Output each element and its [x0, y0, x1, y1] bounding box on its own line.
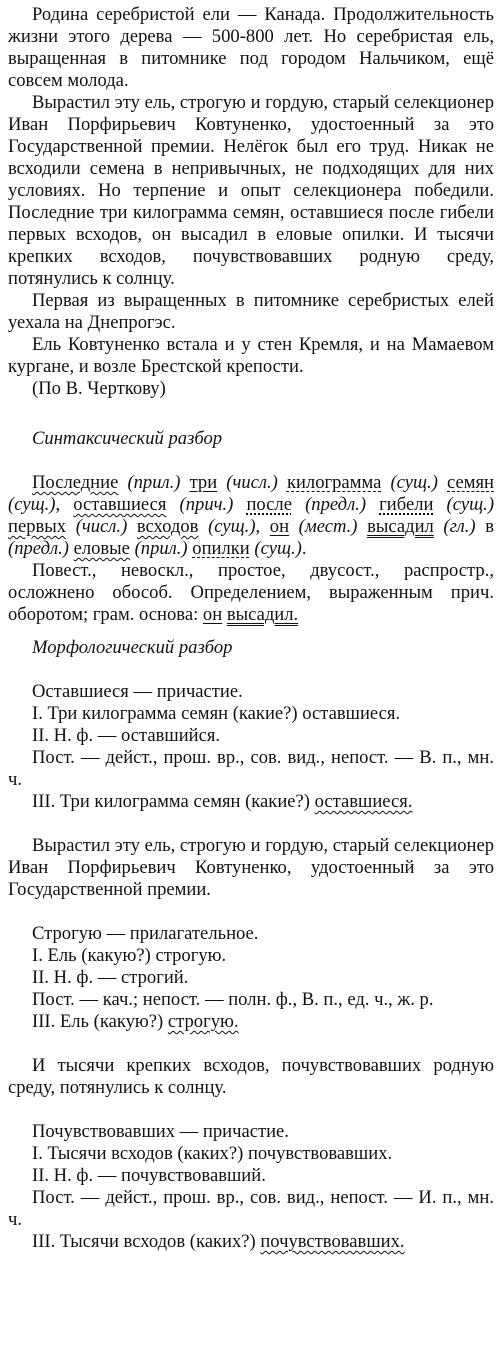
morph-line-4-text: III. Три килограмма семян (какие?): [32, 791, 315, 812]
pos-label: (прил.): [129, 538, 193, 559]
comma: ,: [55, 494, 74, 515]
morph-line-4-word: почувствовавших.: [260, 1231, 405, 1252]
grammatical-base-predicate: высадил.: [226, 604, 299, 625]
morph-line-3: Пост. — кач.; непост. — полн. ф., В. п., ед. ч., ж. р.: [32, 989, 434, 1010]
morph-block-strogiyu: [8, 923, 494, 1033]
morph-line-2: II. Н. ф. — строгий.: [32, 967, 189, 988]
pos-label: (предл.): [8, 538, 74, 559]
morph-line-1: I. Тысячи всходов (каких?) почувствовавших.: [32, 1143, 393, 1164]
sentence-tysyachi: И тысячи крепких всходов, почувствовавших родную среду, потянулись к солнцу.: [8, 1055, 494, 1098]
morph-line-3: Пост. — дейст., прош. вр., сов. вид., непост. — В. п., мн. ч.: [8, 747, 494, 790]
syntax-analyzed-sentence: [8, 472, 494, 560]
morph-heading: Морфологический разбор: [32, 637, 233, 658]
word-kilogramma: килограмма: [286, 472, 382, 493]
morph-block-pochuvstvovavshih: [8, 1121, 494, 1253]
sentence-vyrastil: Вырастил эту ель, строгую и гордую, старый селекционер Иван Порфирьевич Ковтуненко, удостоенный за это Государственной премии.: [8, 835, 494, 900]
morph-line-4: [8, 791, 494, 813]
word-semyan: семян: [447, 472, 495, 493]
word-poslednie: Последние: [32, 472, 119, 493]
word-gibeli: гибели: [379, 494, 434, 515]
morph-line-2: II. Н. ф. — почувствовавший.: [32, 1165, 266, 1186]
word-v: в: [475, 516, 494, 537]
pos-label: (сущ.): [8, 494, 56, 515]
word-on: он: [269, 516, 290, 537]
pos-label: (прич.): [166, 494, 247, 515]
pos-label: (сущ.): [381, 472, 447, 493]
morph-line-4-text: III. Ель (какую?): [32, 1011, 168, 1032]
pos-label: (предл.): [291, 494, 380, 515]
morph-line-4: [8, 1231, 494, 1253]
period: .: [301, 538, 307, 559]
syntax-description: [8, 560, 494, 626]
word-vshodov: всходов: [136, 516, 199, 537]
paragraph-breeder: Вырастил эту ель, строгую и гордую, старый селекционер Иван Порфирьевич Ковтуненко, удостоенный за это Государственной премии. Нелёгок был его труд. Никак не всходили семена в непривычных, не подходящих для них условиях. Но терпение и опыт селекционера победили. Последние три килограмма семян, оставшиеся после гибели первых всходов, он высадил в еловые опилки. И тысячи крепких всходов, почувствовавших родную среду, потянулись к солнцу.: [8, 92, 494, 289]
pos-label: (числ.): [66, 516, 137, 537]
morph-line-3: Пост. — дейст., прош. вр., сов. вид., непост. — И. п., мн. ч.: [8, 1187, 494, 1230]
pos-label: (сущ.): [198, 516, 256, 537]
pos-label: (числ.): [217, 472, 287, 493]
grammatical-base-subject: он: [202, 604, 223, 625]
morph-title: Строгую — прилагательное.: [32, 923, 259, 944]
morph-line-4-word: строгую.: [167, 1011, 239, 1032]
word-tri: три: [189, 472, 218, 493]
morph-line-4-text: III. Тысячи всходов (каких?): [32, 1231, 261, 1252]
morph-line-1: I. Ель (какую?) строгую.: [32, 945, 227, 966]
source-attribution: (По В. Черткову): [32, 378, 166, 399]
morph-line-4: [8, 1011, 494, 1033]
word-vysadil: высадил: [367, 516, 434, 537]
syntax-heading: Синтаксический разбор: [32, 428, 223, 449]
word-opilki: опилки: [192, 538, 250, 559]
paragraph-dneproges: Первая из выращенных в питомнике серебристых елей уехала на Днепрогэс.: [8, 290, 494, 333]
paragraph-homeland: Родина серебристой ели — Канада. Продолжительность жизни этого дерева — 500-800 лет. Но серебристая ель, выращенная в питомнике под городом Нальчиком, ещё совсем молода.: [8, 4, 494, 91]
pos-label: (сущ.): [433, 494, 495, 515]
pos-label: (сущ.): [249, 538, 302, 559]
paragraph-kremlin: Ель Ковтуненко встала и у стен Кремля, и на Мамаевом кургане, и возле Брестской крепости.: [8, 334, 494, 377]
syntax-description-text: Повест., невоскл., простое, двусост., распростр., осложнено обособ. Определением, выраженным прич. оборотом; грам. основа:: [8, 560, 494, 625]
morph-line-1: I. Три килограмма семян (какие?) оставшиеся.: [32, 703, 401, 724]
morph-title: Оставшиеся — причастие.: [32, 681, 243, 702]
morph-line-2: II. Н. ф. — оставшийся.: [32, 725, 221, 746]
word-pervyh: первых: [8, 516, 67, 537]
morph-line-4-word: оставшиеся.: [314, 791, 413, 812]
word-ostavshiesya: оставшиеся: [73, 494, 167, 515]
word-posle: после: [246, 494, 292, 515]
pos-label: (прил.): [118, 472, 190, 493]
morph-block-ostavshiesya: [8, 681, 494, 813]
word-elovye: еловые: [73, 538, 130, 559]
pos-label: (мест.): [289, 516, 368, 537]
morph-title: Почувствовавших — причастие.: [32, 1121, 289, 1142]
comma: ,: [255, 516, 270, 537]
pos-label: (гл.): [433, 516, 476, 537]
